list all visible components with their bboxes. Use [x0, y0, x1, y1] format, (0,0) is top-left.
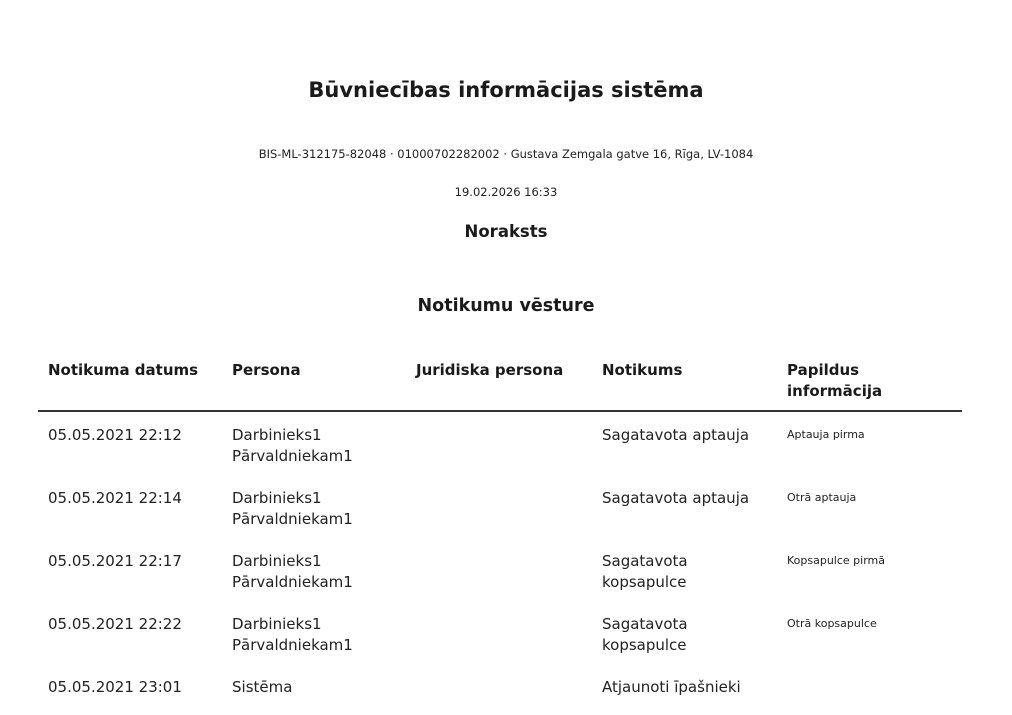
table-header-row: [38, 357, 962, 411]
cell-event: [592, 411, 777, 475]
cell-date: 05.05.2021 22:22: [48, 615, 182, 633]
cell-event: [592, 475, 777, 538]
column-header-date: Notikuma datums: [38, 357, 222, 411]
section-title: Notikumu vēsture: [417, 296, 595, 316]
cell-date: 05.05.2021 22:12: [48, 426, 182, 444]
cell-legal-person: [406, 411, 592, 475]
person-line: Darbinieks1: [232, 552, 322, 570]
person-line: Pārvaldniekam1: [232, 447, 353, 465]
cell-date: 05.05.2021 22:14: [48, 489, 182, 507]
event-line: Sagatavota aptauja: [602, 426, 750, 444]
person-line: Pārvaldniekam1: [232, 573, 353, 591]
cell-event: [592, 601, 777, 664]
cell-legal-person: [406, 601, 592, 664]
event-history-table: [38, 357, 962, 706]
cell-legal-person: [406, 538, 592, 601]
cell-date: 05.05.2021 22:17: [48, 552, 182, 570]
person-line: Sistēma: [232, 678, 293, 696]
column-header-person: Persona: [222, 357, 406, 411]
event-line: kopsapulce: [602, 636, 687, 654]
table-row: [38, 601, 962, 664]
event-line: Sagatavota: [602, 552, 688, 570]
event-line: Atjaunoti īpašnieki: [602, 678, 741, 696]
document-date: 19.02.2026 16:33: [454, 185, 558, 199]
cell-person: [222, 538, 406, 601]
cell-legal-person: [406, 475, 592, 538]
person-line: Darbinieks1: [232, 615, 322, 633]
column-header-event: Notikums: [592, 357, 777, 411]
table-row: [38, 411, 962, 475]
cell-info: Kopsapulce pirmā: [787, 554, 885, 567]
cell-date: 05.05.2021 23:01: [48, 678, 182, 696]
cell-event: [592, 538, 777, 601]
event-line: kopsapulce: [602, 573, 687, 591]
cell-person: [222, 475, 406, 538]
cell-person: [222, 601, 406, 664]
document-type: Noraksts: [464, 222, 548, 241]
cell-info: Otrā kopsapulce: [787, 617, 877, 630]
table-row: [38, 475, 962, 538]
event-line: Sagatavota aptauja: [602, 489, 750, 507]
table-row: [38, 664, 962, 706]
cell-person: [222, 411, 406, 475]
column-header-info: Papildus informācija: [777, 357, 962, 411]
person-line: Darbinieks1: [232, 426, 322, 444]
cell-info: [777, 664, 962, 706]
document-meta: BIS-ML-312175-82048 · 01000702282002 · Gustava Zemgala gatve 16, Rīga, LV-1084: [258, 147, 754, 161]
person-line: Darbinieks1: [232, 489, 322, 507]
table-row: [38, 538, 962, 601]
cell-person: [222, 664, 406, 706]
cell-legal-person: [406, 664, 592, 706]
cell-info: Otrā aptauja: [787, 491, 857, 504]
page-title: Būvniecības informācijas sistēma: [308, 78, 704, 102]
column-header-legal-person: Juridiska persona: [406, 357, 592, 411]
event-line: Sagatavota: [602, 615, 688, 633]
cell-info: Aptauja pirma: [787, 428, 865, 441]
person-line: Pārvaldniekam1: [232, 636, 353, 654]
cell-event: [592, 664, 777, 706]
person-line: Pārvaldniekam1: [232, 510, 353, 528]
